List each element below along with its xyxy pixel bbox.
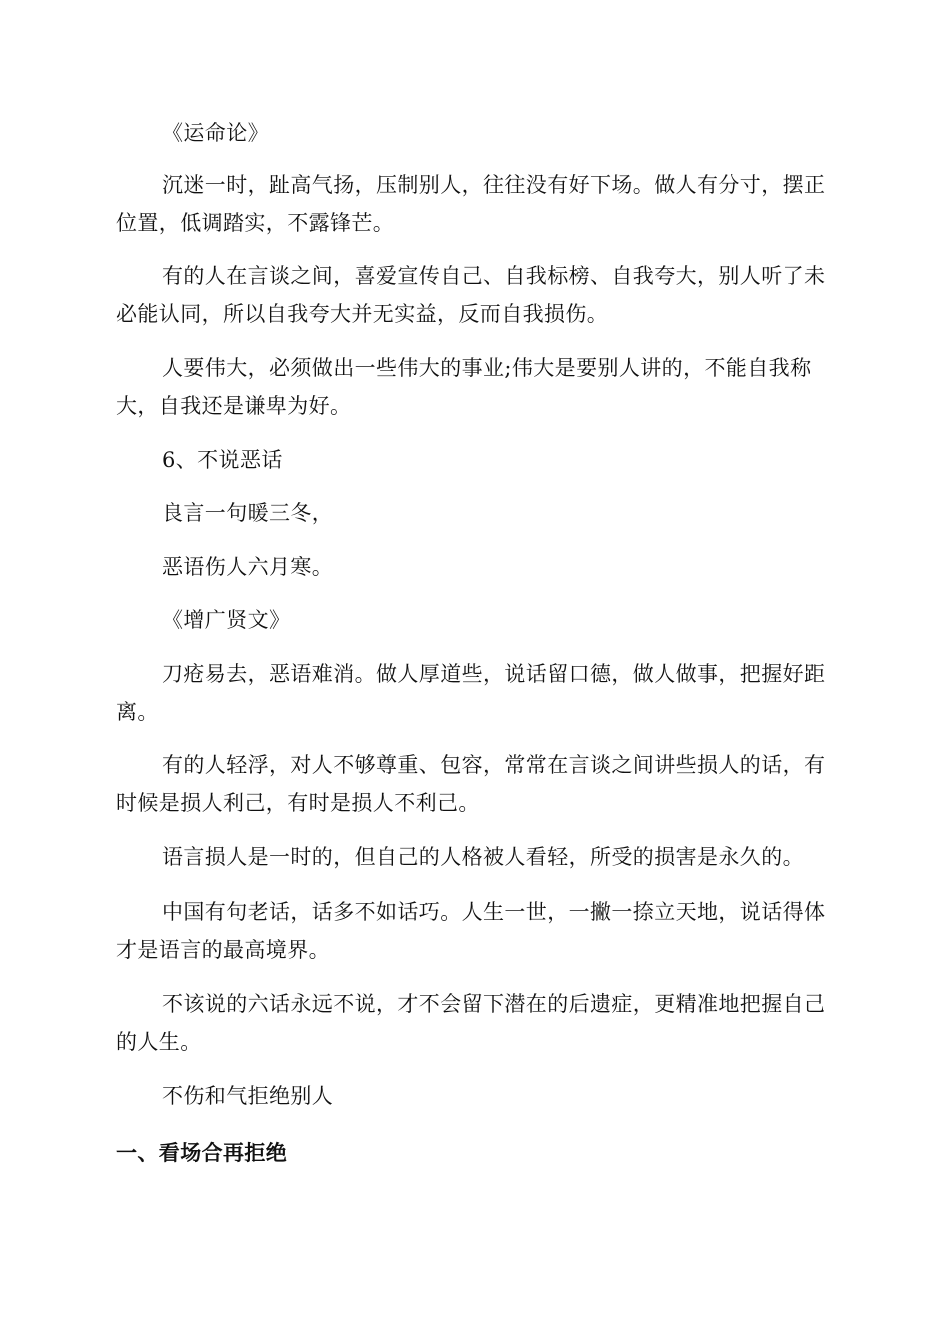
quote-source-yunminglun: 《运命论》: [162, 121, 269, 145]
paragraph-self-promotion: 有的人在言谈之间，喜爱宣传自己、自我标榜、自我夸大，别人听了未必能认同，所以自我夸大并无实益，反而自我损伤。: [116, 264, 826, 326]
subheading-refuse-politely: 不伤和气拒绝别人: [162, 1084, 334, 1108]
paragraph-modesty: 沉迷一时，趾高气扬，压制别人，往往没有好下场。做人有分寸，摆正位置，低调踏实，不露锋芒。: [116, 173, 826, 235]
paragraph-six-words: 不该说的六话永远不说，才不会留下潜在的后遗症，更精准地把握自己的人生。: [116, 992, 826, 1054]
paragraph-old-saying: 中国有句老话，话多不如话巧。人生一世，一撇一捺立天地，说话得体才是语言的最高境界。: [116, 900, 826, 962]
paragraph-kind-speech: 刀疮易去，恶语难消。做人厚道些，说话留口德，做人做事，把握好距离。: [116, 662, 826, 724]
paragraph-lasting-harm: 语言损人是一时的，但自己的人格被人看轻，所受的损害是永久的。: [162, 845, 804, 869]
verse-line-2: 恶语伤人六月寒。: [162, 555, 334, 579]
paragraph-greatness: 人要伟大，必须做出一些伟大的事业;伟大是要别人讲的，不能自我称大，自我还是谦卑为好。: [116, 356, 812, 418]
paragraph-frivolous-people: 有的人轻浮，对人不够尊重、包容，常常在言谈之间讲些损人的话，有时候是损人利己，有时是损人不利己。: [116, 753, 826, 815]
quote-source-zengguangxianwen: 《增广贤文》: [162, 608, 291, 632]
subheading-no-harsh-words: 6、不说恶话: [162, 448, 283, 472]
verse-line-1: 良言一句暖三冬，: [162, 501, 334, 525]
section-heading: 一、看场合再拒绝: [116, 1140, 288, 1165]
